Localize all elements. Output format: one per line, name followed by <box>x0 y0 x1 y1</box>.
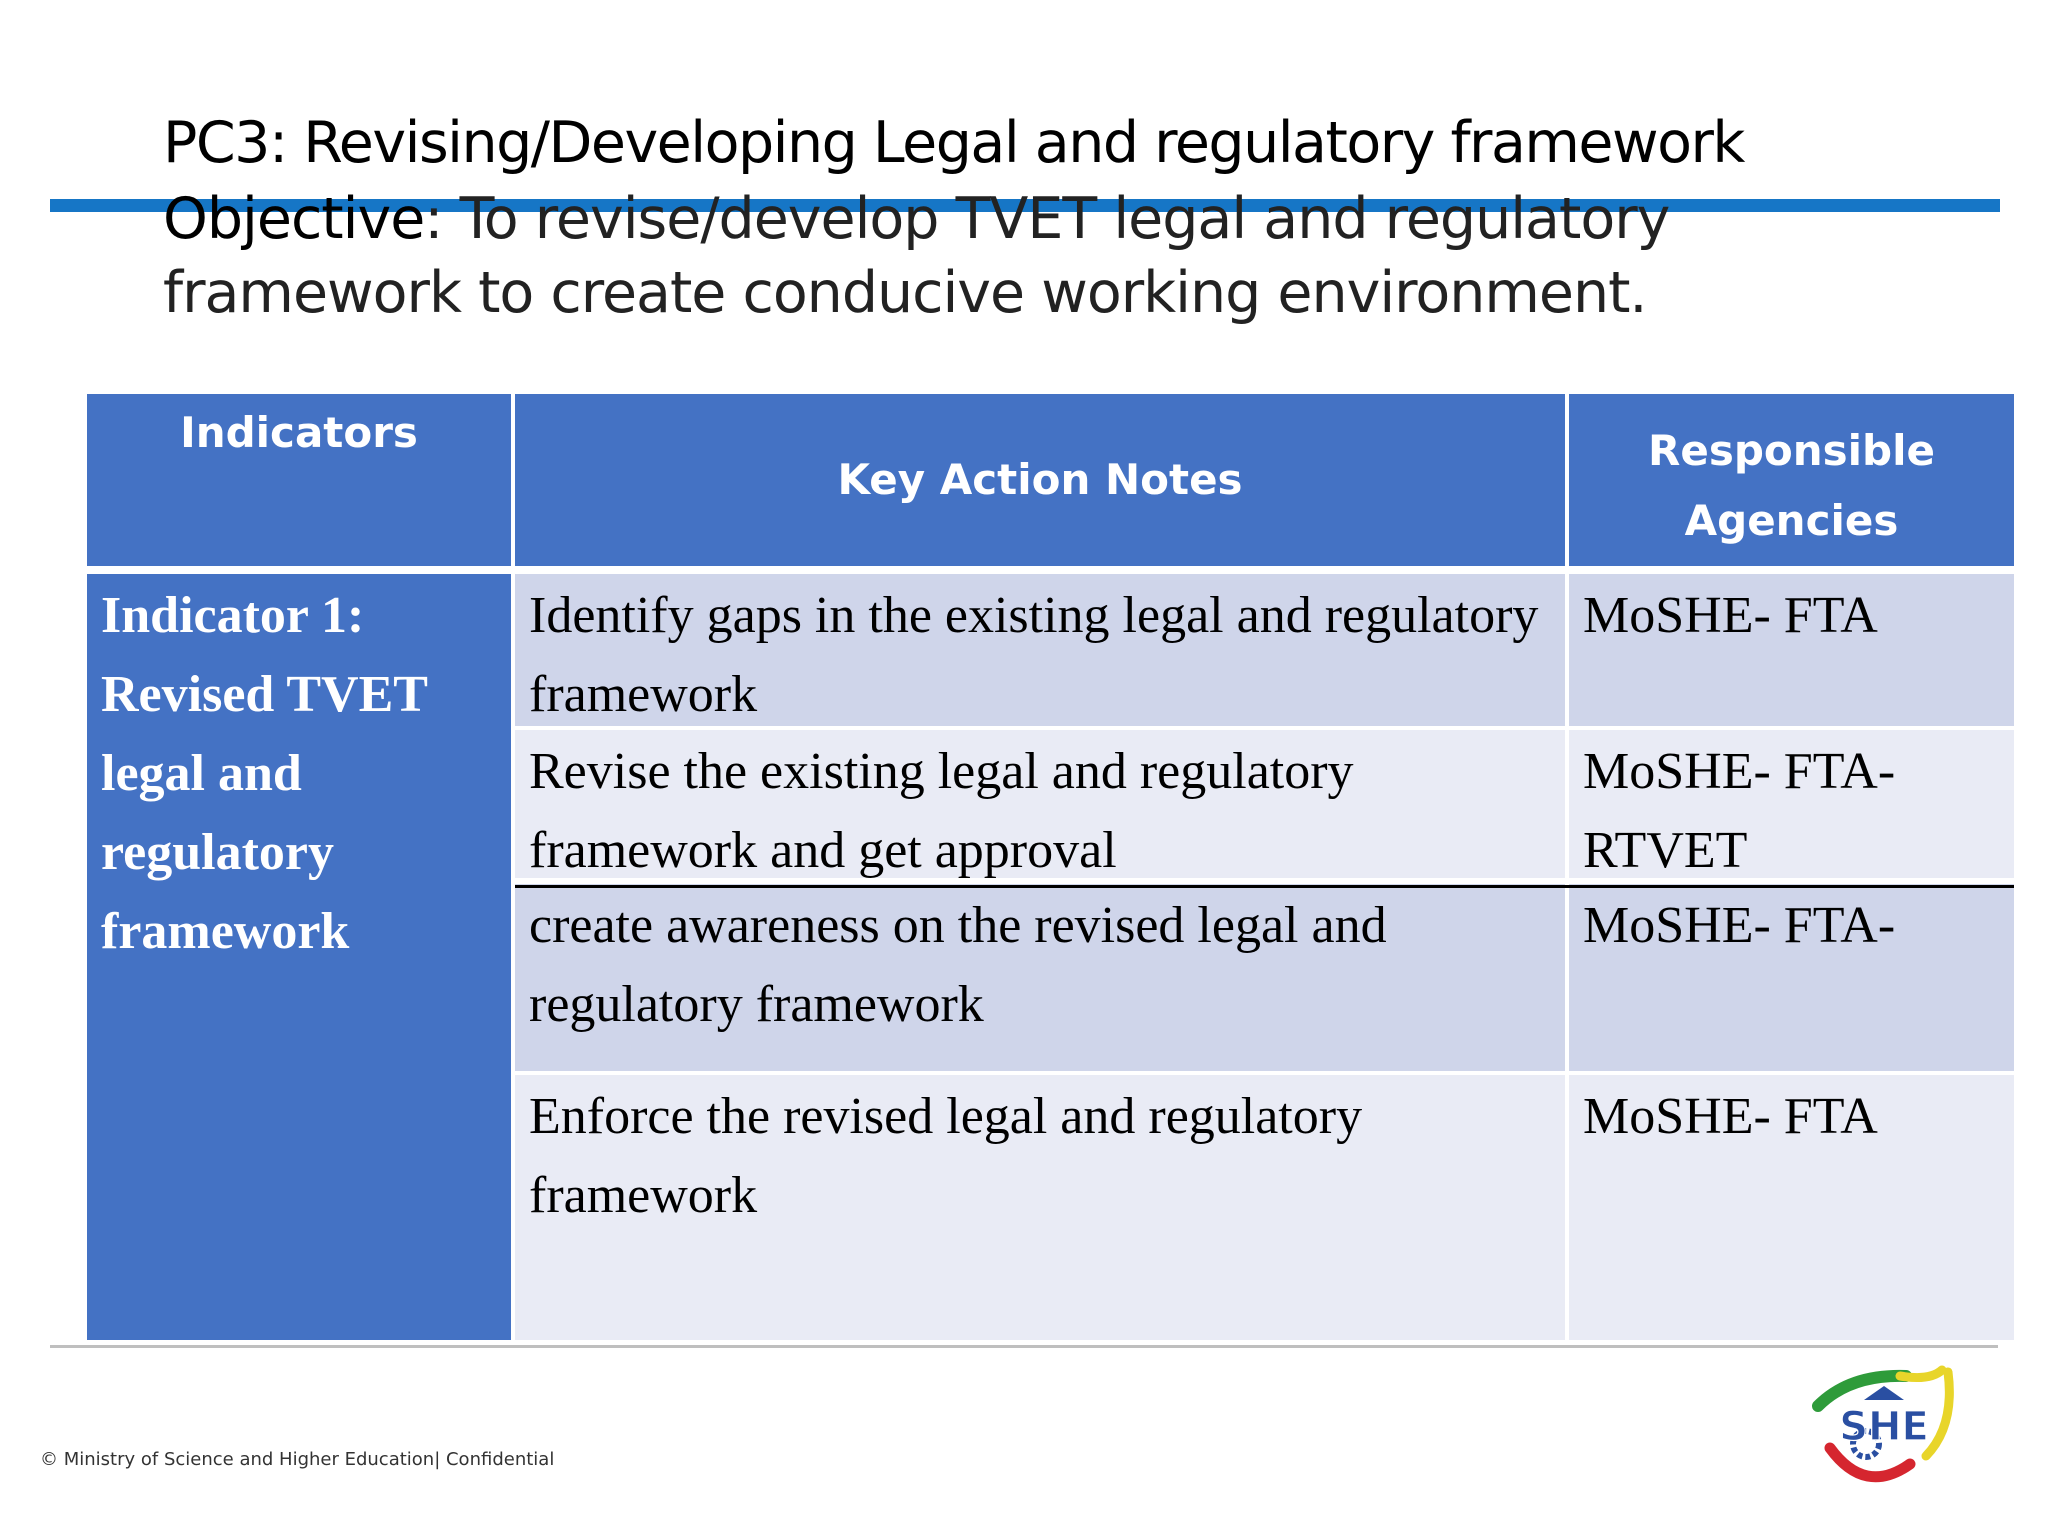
logo-text: SHE <box>1839 1404 1929 1450</box>
logo-green-arc <box>1818 1376 1906 1406</box>
action-cell: Identify gaps in the existing legal and regulatory framework <box>515 574 1565 726</box>
action-table <box>87 394 2014 1340</box>
indicator-cell: Indicator 1: Revised TVET legal and regulatory framework <box>87 574 511 1340</box>
objective-body: : To revise/develop TVET legal and regulatory framework to create conducive working environment. <box>163 186 1670 326</box>
footer-copyright: © Ministry of Science and Higher Education| Confidential <box>40 1449 555 1470</box>
footer-divider <box>50 1345 1998 1348</box>
slide-title: PC3: Revising/Developing Legal and regulatory framework <box>163 110 1744 176</box>
agency-cell: MoSHE- FTA <box>1569 1075 2014 1340</box>
objective-text <box>163 182 1923 330</box>
agency-cell: MoSHE- FTA- <box>1569 884 2014 1071</box>
header-responsible-agencies <box>1569 394 2014 566</box>
header-responsible-line1: Responsible <box>1648 426 1935 475</box>
header-key-action-notes: Key Action Notes <box>515 394 1565 566</box>
row-divider <box>515 885 2014 888</box>
objective-label: Objective <box>163 186 425 252</box>
logo-roof <box>1864 1386 1904 1400</box>
agency-cell: MoSHE- FTA-RTVET <box>1569 730 2014 878</box>
header-responsible-line2: Agencies <box>1684 496 1899 545</box>
action-cell: Revise the existing legal and regulatory framework and get approval <box>515 730 1565 878</box>
action-cell: create awareness on the revised legal and regulatory framework <box>515 884 1565 1071</box>
moshe-logo <box>1810 1356 1960 1506</box>
action-cell: Enforce the revised legal and regulatory framework <box>515 1075 1565 1340</box>
header-indicators: Indicators <box>87 394 511 566</box>
logo-red-arc <box>1830 1448 1910 1477</box>
agency-cell: MoSHE- FTA <box>1569 574 2014 726</box>
logo-yellow-arc-right <box>1926 1372 1949 1456</box>
